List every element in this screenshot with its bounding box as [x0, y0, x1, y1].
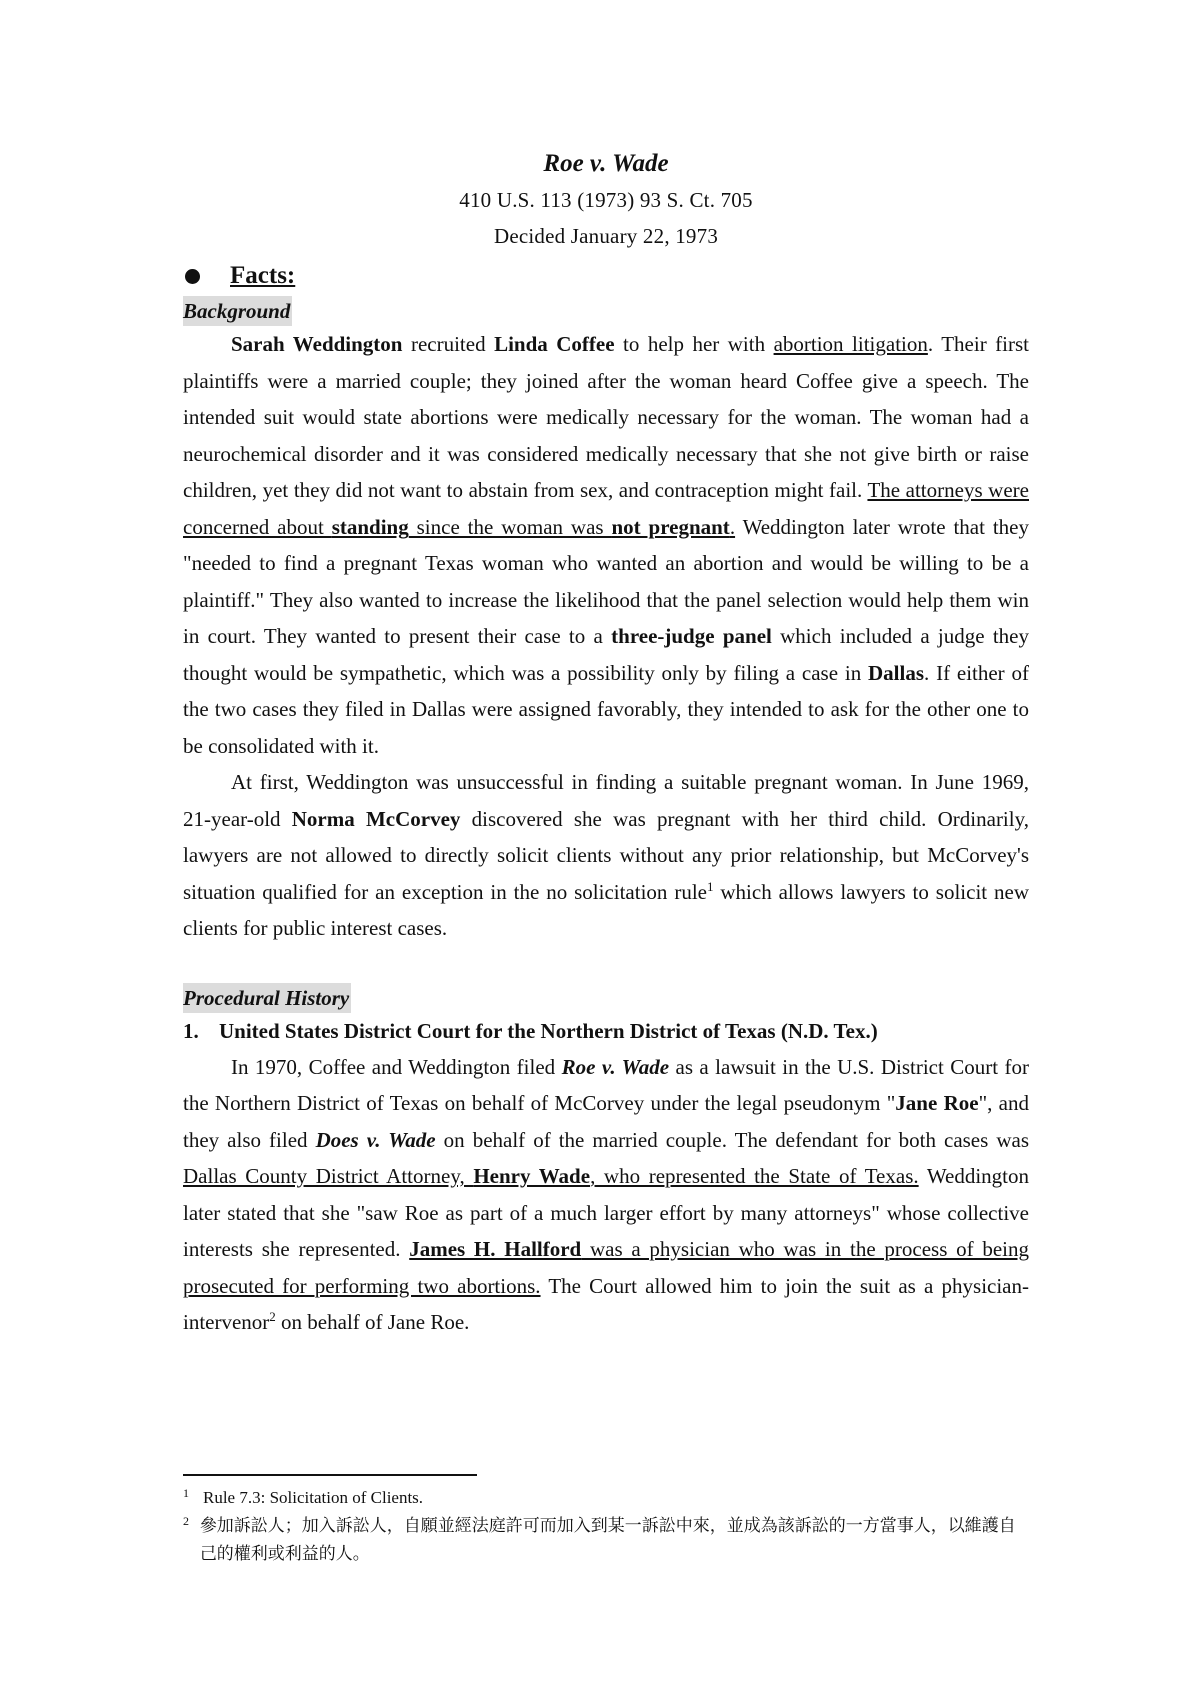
court-heading — [183, 1013, 1029, 1049]
text-run: standing — [331, 514, 409, 539]
text-run: Sarah Weddington — [231, 332, 403, 356]
footnote — [183, 1512, 1029, 1568]
footnote-divider — [183, 1474, 477, 1476]
text-run: on behalf of the married couple. The defendant for both cases was — [435, 1127, 1029, 1152]
text-run: Jane Roe — [895, 1091, 979, 1115]
text-run: as a lawsuit in the U.S. District Court for the Northern District of Texas on behalf of McCorvey under the legal pseudonym " — [183, 1054, 1029, 1115]
decision-date: Decided January 22, 1973 — [493, 224, 719, 248]
text-run: recruited — [402, 332, 495, 356]
text-run: Linda Coffee — [494, 332, 615, 356]
footnote-text: 參加訴訟人；加入訴訟人，自願並經法庭許可而加入到某一訴訟中來，並成為該訴訟的一方當事人，以維護自己的權利或利益的人。 — [199, 1516, 1016, 1563]
text-run: which allows lawyers to solicit new clients for public interest cases. — [183, 879, 1029, 940]
text-run: ", and they also filed — [183, 1091, 1029, 1152]
text-run: James H. Hallford — [409, 1237, 582, 1261]
case-header — [183, 146, 1029, 254]
text-run: At first, Weddington was unsuccessful in finding a suitable pregnant woman. In June 1969, 21-year-old — [183, 770, 1029, 831]
background-paragraph-1 — [183, 326, 1029, 764]
text-run: Roe v. Wade — [561, 1054, 670, 1079]
text-run: In 1970, Coffee and Weddington filed — [231, 1054, 562, 1079]
footnote-reference: 2 — [269, 1309, 276, 1324]
court-name: United States District Court for the Northern District of Texas (N.D. Tex.) — [219, 1018, 878, 1043]
text-run: The Court allowed him to join the suit as a physician-intervenor — [183, 1273, 1029, 1334]
background-paragraph-2 — [183, 764, 1029, 947]
case-title: Roe v. Wade — [543, 150, 669, 177]
footnote-reference: 1 — [706, 878, 714, 894]
bullet-icon — [185, 269, 200, 284]
text-run: discovered she was pregnant with her third child. Ordinarily, lawyers are not allowed to directly solicit clients without any prior relationship, but McCorvey's situation qualified for an exception in the no solicitation rule — [183, 806, 1029, 904]
text-run: on behalf of Jane Roe. — [275, 1310, 470, 1334]
text-run: . If either of the two cases they filed in Dallas were assigned favorably, they intended to ask for the other one to be consolidated with it. — [183, 660, 1029, 758]
text-run: , who represented the State of Texas. — [590, 1164, 919, 1188]
text-run: . — [729, 514, 736, 539]
text-run: three-judge panel — [611, 624, 772, 648]
text-run: Weddington later wrote that they "needed to find a pregnant Texas woman who wanted an abortion and would be willing to be a plaintiff." They also wanted to increase the likelihood that the panel selection would help them win in court. They wanted to present their case to a — [183, 514, 1029, 648]
footnote — [183, 1484, 1029, 1512]
facts-heading — [183, 256, 1029, 296]
text-run: was a physician who was in the process of being prosecuted for performing two abortions. — [183, 1237, 1029, 1298]
text-run: Does v. Wade — [315, 1127, 436, 1152]
text-run: not pregnant — [611, 514, 730, 539]
facts-label: Facts: — [230, 262, 296, 289]
document-body — [183, 146, 1029, 1341]
text-run: The attorneys were concerned about — [183, 478, 1029, 539]
text-run: Dallas — [868, 660, 925, 685]
text-run: which included a judge they thought would be sympathetic, which was a possibility only by filing a case in — [183, 624, 1029, 685]
text-run: Norma McCorvey — [291, 806, 461, 831]
court-number: 1. — [183, 1018, 199, 1043]
footnote-text: Rule 7.3: Solicitation of Clients. — [203, 1488, 424, 1507]
background-heading: Background — [183, 296, 292, 326]
text-run: abortion litigation — [773, 332, 928, 356]
procedural-paragraph-1 — [183, 1049, 1029, 1341]
footnote-mark: 2 — [183, 1514, 189, 1528]
footnote-mark: 1 — [183, 1486, 189, 1500]
footnotes — [183, 1484, 1029, 1568]
text-run: Dallas County District Attorney, — [183, 1164, 474, 1188]
text-run: Weddington later stated that she "saw Roe as part of a much larger effort by many attorneys" whose collective interests she represented. — [183, 1164, 1030, 1261]
procedural-history-heading: Procedural History — [183, 983, 351, 1013]
text-run: Henry Wade — [473, 1164, 591, 1188]
case-citation: 410 U.S. 113 (1973) 93 S. Ct. 705 — [459, 188, 753, 212]
text-run: to help her with — [614, 332, 774, 356]
text-run: . Their first plaintiffs were a married couple; they joined after the woman heard Coffee give a speech. The intended suit would state abortions were medically necessary for the woman. The woman had a neurochemical disorder and it was considered medically necessary that she not give birth or raise children, yet they did not want to abstain from sex, and contraception might fail. — [183, 332, 1030, 502]
text-run: since the woman was — [408, 514, 612, 539]
